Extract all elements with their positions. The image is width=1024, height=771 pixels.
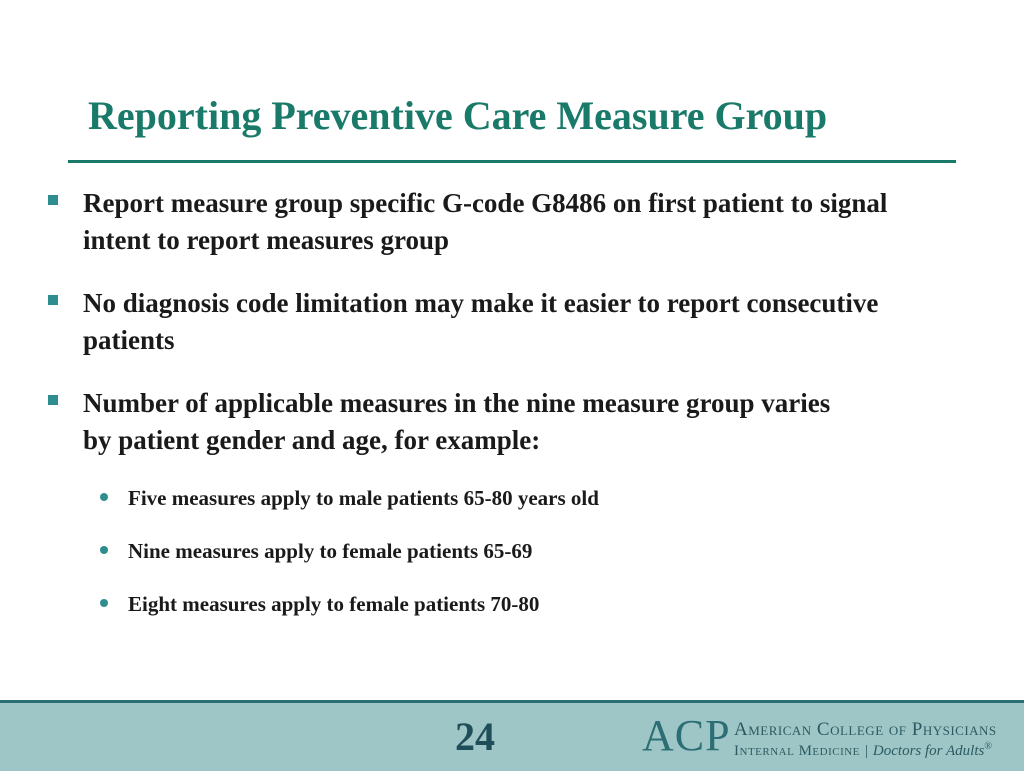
logo-tagline <box>734 741 992 760</box>
bullet-text: No diagnosis code limitation may make it easier to report consecutive patients <box>83 288 879 355</box>
bullet-text: Report measure group specific G-code G8486 on first patient to signal intent to report measures group <box>83 188 888 255</box>
tagline-separator: | <box>864 743 868 759</box>
sub-bullet-item <box>100 591 920 617</box>
square-bullet-icon <box>48 195 58 205</box>
tagline-internal-medicine: Internal Medicine <box>734 743 860 759</box>
bullet-item <box>48 285 948 359</box>
bullet-text: Number of applicable measures in the nine measure group varies by patient gender and age, for example: <box>83 388 831 455</box>
sub-bullet-text: Eight measures apply to female patients 70-80 <box>128 592 540 616</box>
page-number: 24 <box>455 714 495 759</box>
square-bullet-icon <box>48 395 58 405</box>
bullet-item <box>48 185 948 259</box>
round-bullet-icon <box>100 493 108 501</box>
round-bullet-icon <box>100 599 108 607</box>
round-bullet-icon <box>100 546 108 554</box>
acp-logo <box>642 713 1012 763</box>
slide-title: Reporting Preventive Care Measure Group <box>88 93 828 138</box>
tagline-doctors-for-adults: Doctors for Adults <box>872 743 985 759</box>
sub-bullet-item <box>100 485 920 511</box>
sub-bullet-text: Five measures apply to male patients 65-80 years old <box>128 486 599 510</box>
footer-bar <box>0 700 1024 771</box>
logo-org-name: American College of Physicians <box>734 719 997 740</box>
sub-bullet-text: Nine measures apply to female patients 65-69 <box>128 539 533 563</box>
registered-mark: ® <box>984 741 992 752</box>
logo-acronym: ACP <box>642 711 731 760</box>
bullet-item <box>48 385 948 459</box>
square-bullet-icon <box>48 295 58 305</box>
sub-bullet-item <box>100 538 920 564</box>
